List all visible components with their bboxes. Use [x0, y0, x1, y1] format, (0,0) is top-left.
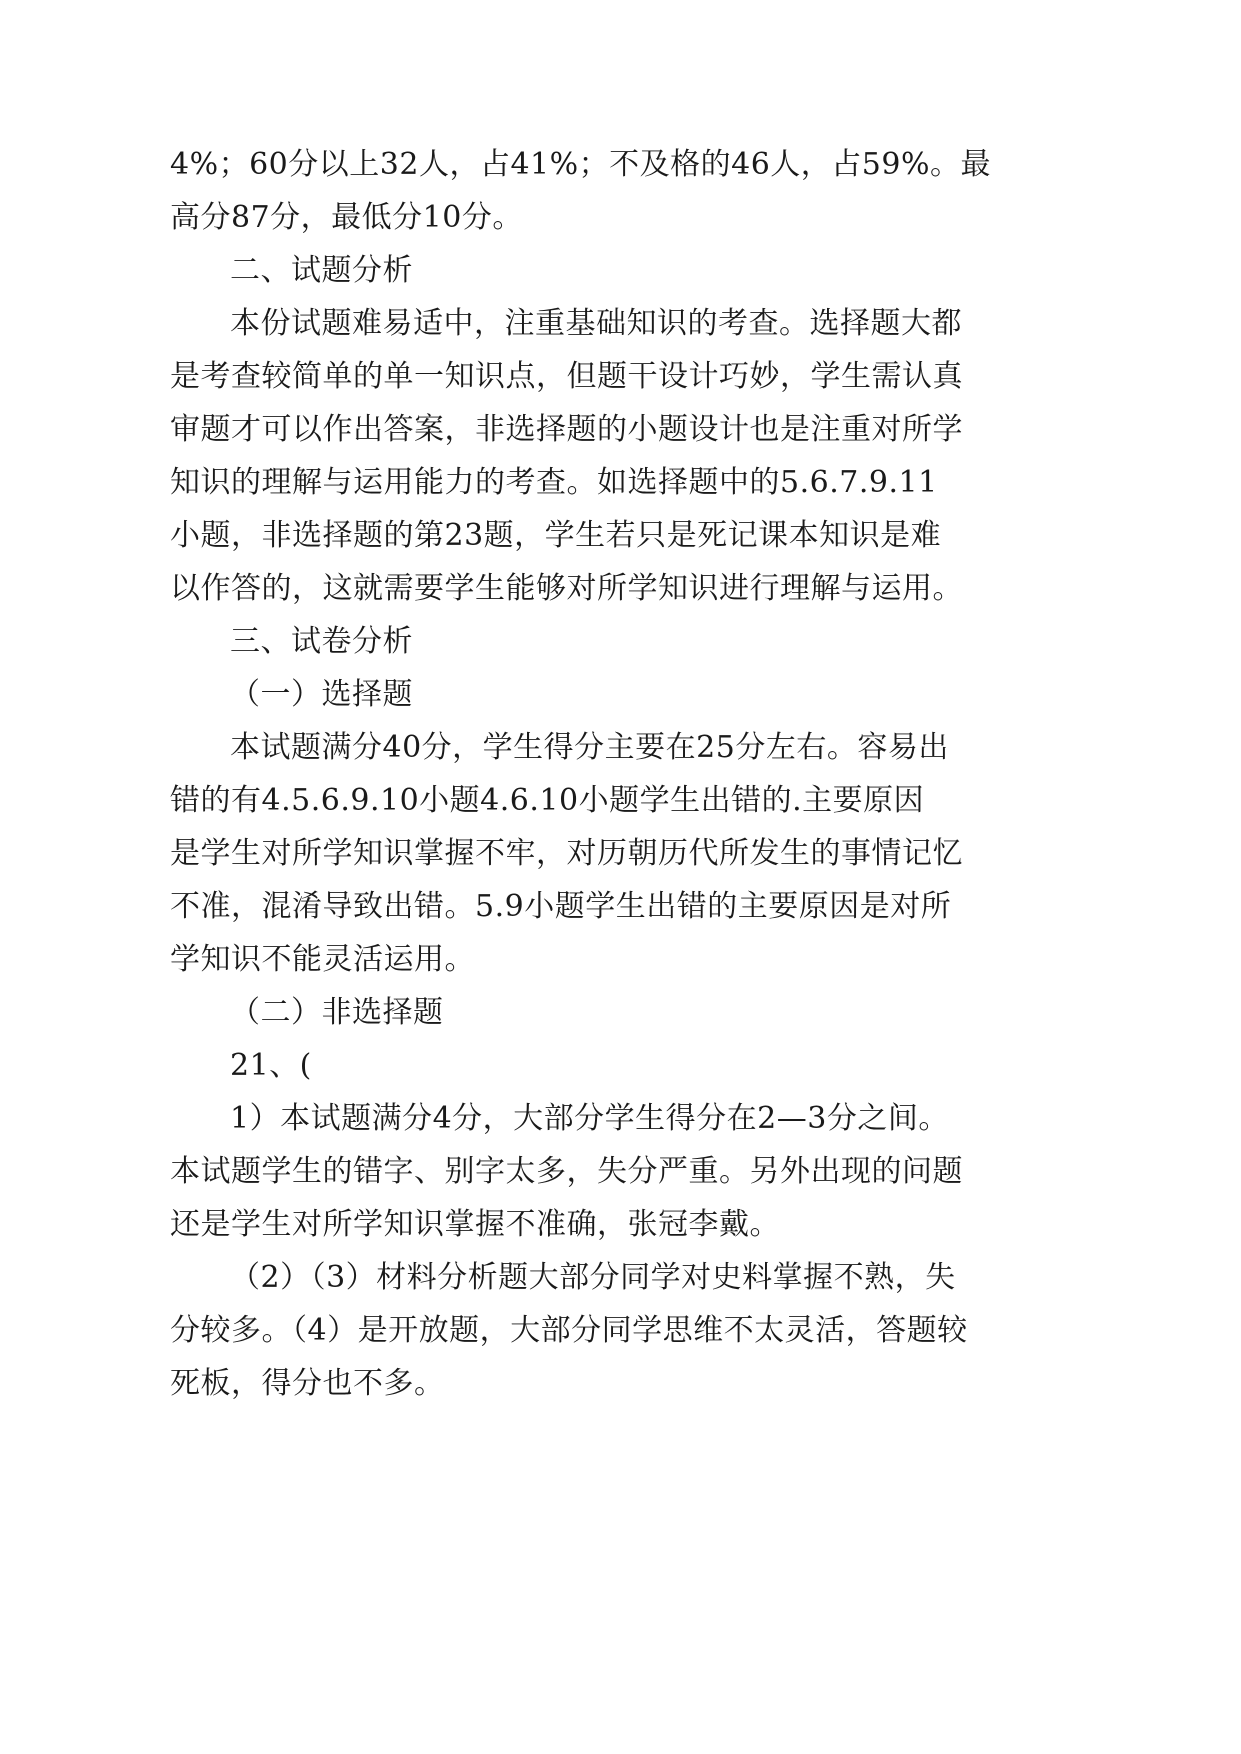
text-line-content: 本试题满分40分，学生得分主要在25分左右。容易出 [230, 730, 949, 765]
text-line-content: 21、( [230, 1048, 312, 1083]
section-heading-text: 二、试题分析 [230, 253, 413, 288]
text-line-content: 死板，得分也不多。 [170, 1366, 445, 1401]
text-line-content: 审题才可以作出答案，非选择题的小题设计也是注重对所学 [170, 412, 963, 447]
text-line-content: 学知识不能灵活运用。 [170, 942, 475, 977]
text-line-content: （2）（3）材料分析题大部分同学对史料掌握不熟，失 [230, 1260, 956, 1295]
text-line-content: 本试题学生的错字、别字太多，失分严重。另外出现的问题 [170, 1154, 963, 1189]
text-line-content: 本份试题难易适中，注重基础知识的考查。选择题大都 [230, 306, 962, 341]
text-line-content: 小题，非选择题的第23题，学生若只是死记课本知识是难 [170, 518, 942, 553]
text-line-content: 4%；60分以上32人，占41%；不及格的46人，占59%。最 [170, 147, 991, 182]
text-line-content: 是考查较简单的单一知识点，但题干设计巧妙，学生需认真 [170, 359, 963, 394]
subsection-heading-text: （二）非选择题 [230, 995, 444, 1030]
subsection-heading-text: （一）选择题 [230, 677, 413, 712]
text-line-content: 不准，混淆导致出错。5.9小题学生出错的主要原因是对所 [170, 889, 952, 924]
text-line-content: 还是学生对所学知识掌握不准确，张冠李戴。 [170, 1207, 780, 1242]
text-line-content: 以作答的，这就需要学生能够对所学知识进行理解与运用。 [170, 571, 963, 606]
section-heading-text: 三、试卷分析 [230, 624, 413, 659]
text-line-content: 1）本试题满分4分，大部分学生得分在2—3分之间。 [230, 1101, 949, 1136]
text-line-content: 高分87分，最低分10分。 [170, 200, 523, 235]
text-line-content: 是学生对所学知识掌握不牢，对历朝历代所发生的事情记忆 [170, 836, 963, 871]
text-line-content: 知识的理解与运用能力的考查。如选择题中的5.6.7.9.11 [170, 465, 938, 500]
text-line-content: 错的有4.5.6.9.10小题4.6.10小题学生出错的.主要原因 [170, 783, 925, 818]
text-line-content: 分较多。（4）是开放题，大部分同学思维不太灵活，答题较 [170, 1313, 968, 1348]
